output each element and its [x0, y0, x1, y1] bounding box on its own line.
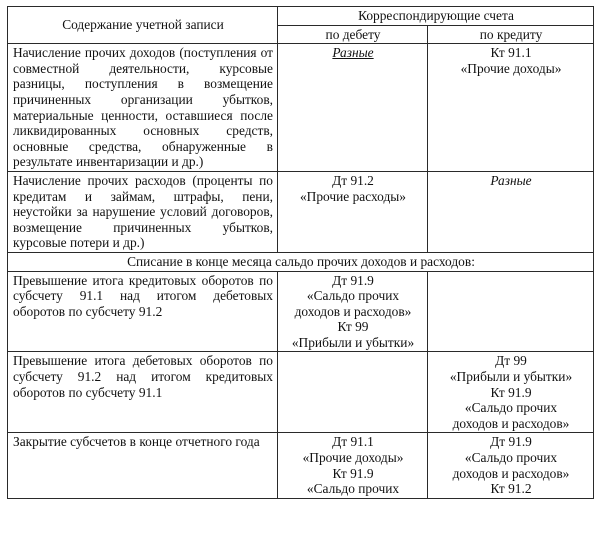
- credit-line: доходов и расходов»: [452, 415, 570, 431]
- debit-line: «Прибыли и убытки»: [291, 334, 415, 350]
- entry-debit: [278, 171, 428, 252]
- entry-debit: [278, 44, 428, 172]
- table-header-row: [8, 7, 594, 26]
- entry-content: Начисление прочих доходов (поступления от совместной деятельности, курсовые разницы, поступления в возмещение причиненных организации убытков, материальные ценности, оставшиеся после ликвидированных основных средств, основные средства, обнаруженные в результате инвентаризации и др.): [8, 44, 278, 172]
- table-row: [8, 171, 594, 252]
- accounting-entries-table: [7, 6, 594, 499]
- entry-credit: [428, 271, 594, 352]
- accounting-entries-document: [7, 6, 593, 499]
- table-row: [8, 271, 594, 352]
- credit-line: Разные: [490, 172, 532, 188]
- credit-line: Кт 91.2: [490, 481, 532, 497]
- entry-content: Начисление прочих расходов (проценты по кредитам и займам, штрафы, пени, неустойки за нарушение условий договоров, возмещение причиненных убытков, курсовые потери и др.): [8, 171, 278, 252]
- entry-content: Превышение итога кредитовых оборотов по субсчету 91.1 над итогом дебетовых оборотов по субсчету 91.2: [8, 271, 278, 352]
- entry-content: Превышение итога дебетовых оборотов по субсчету 91.2 над итогом кредитовых оборотов по субсчету 91.1: [8, 352, 278, 433]
- debit-line: «Прочие доходы»: [302, 450, 404, 466]
- header-content: Содержание учетной записи: [8, 7, 278, 44]
- debit-line: Дт 91.2: [332, 172, 374, 188]
- header-credit: по кредиту: [428, 25, 594, 44]
- credit-line: «Сальдо прочих: [464, 450, 558, 466]
- debit-line: Разные: [332, 45, 374, 61]
- entry-credit: [428, 44, 594, 172]
- credit-line: Дт 99: [495, 353, 527, 369]
- debit-line: «Сальдо прочих: [306, 288, 400, 304]
- entry-credit: [428, 352, 594, 433]
- credit-line: Кт 91.9: [490, 384, 532, 400]
- header-corresponding-accounts: Корреспондирующие счета: [278, 7, 594, 26]
- credit-line: «Сальдо прочих: [464, 400, 558, 416]
- entry-credit: [428, 433, 594, 498]
- table-row: [8, 44, 594, 172]
- section-row: [8, 252, 594, 271]
- credit-line: Кт 91.1: [490, 45, 532, 61]
- debit-line: «Сальдо прочих: [306, 481, 400, 497]
- credit-line: доходов и расходов»: [452, 465, 570, 481]
- debit-line: Дт 91.1: [332, 434, 374, 450]
- entry-credit: [428, 171, 594, 252]
- credit-line: «Прочие доходы»: [460, 60, 562, 76]
- debit-line: Кт 91.9: [332, 465, 374, 481]
- table-row: [8, 352, 594, 433]
- credit-line: «Прибыли и убытки»: [449, 369, 573, 385]
- entry-debit: [278, 271, 428, 352]
- header-debit: по дебету: [278, 25, 428, 44]
- entry-content: Закрытие субсчетов в конце отчетного года: [8, 433, 278, 498]
- entry-debit: [278, 352, 428, 433]
- credit-line: Дт 91.9: [490, 434, 532, 450]
- debit-line: Кт 99: [337, 319, 369, 335]
- debit-line: доходов и расходов»: [294, 303, 412, 319]
- table-row: [8, 433, 594, 498]
- debit-line: Дт 91.9: [332, 272, 374, 288]
- section-title: Списание в конце месяца сальдо прочих доходов и расходов:: [8, 252, 594, 271]
- entry-debit: [278, 433, 428, 498]
- debit-line: «Прочие расходы»: [299, 188, 406, 204]
